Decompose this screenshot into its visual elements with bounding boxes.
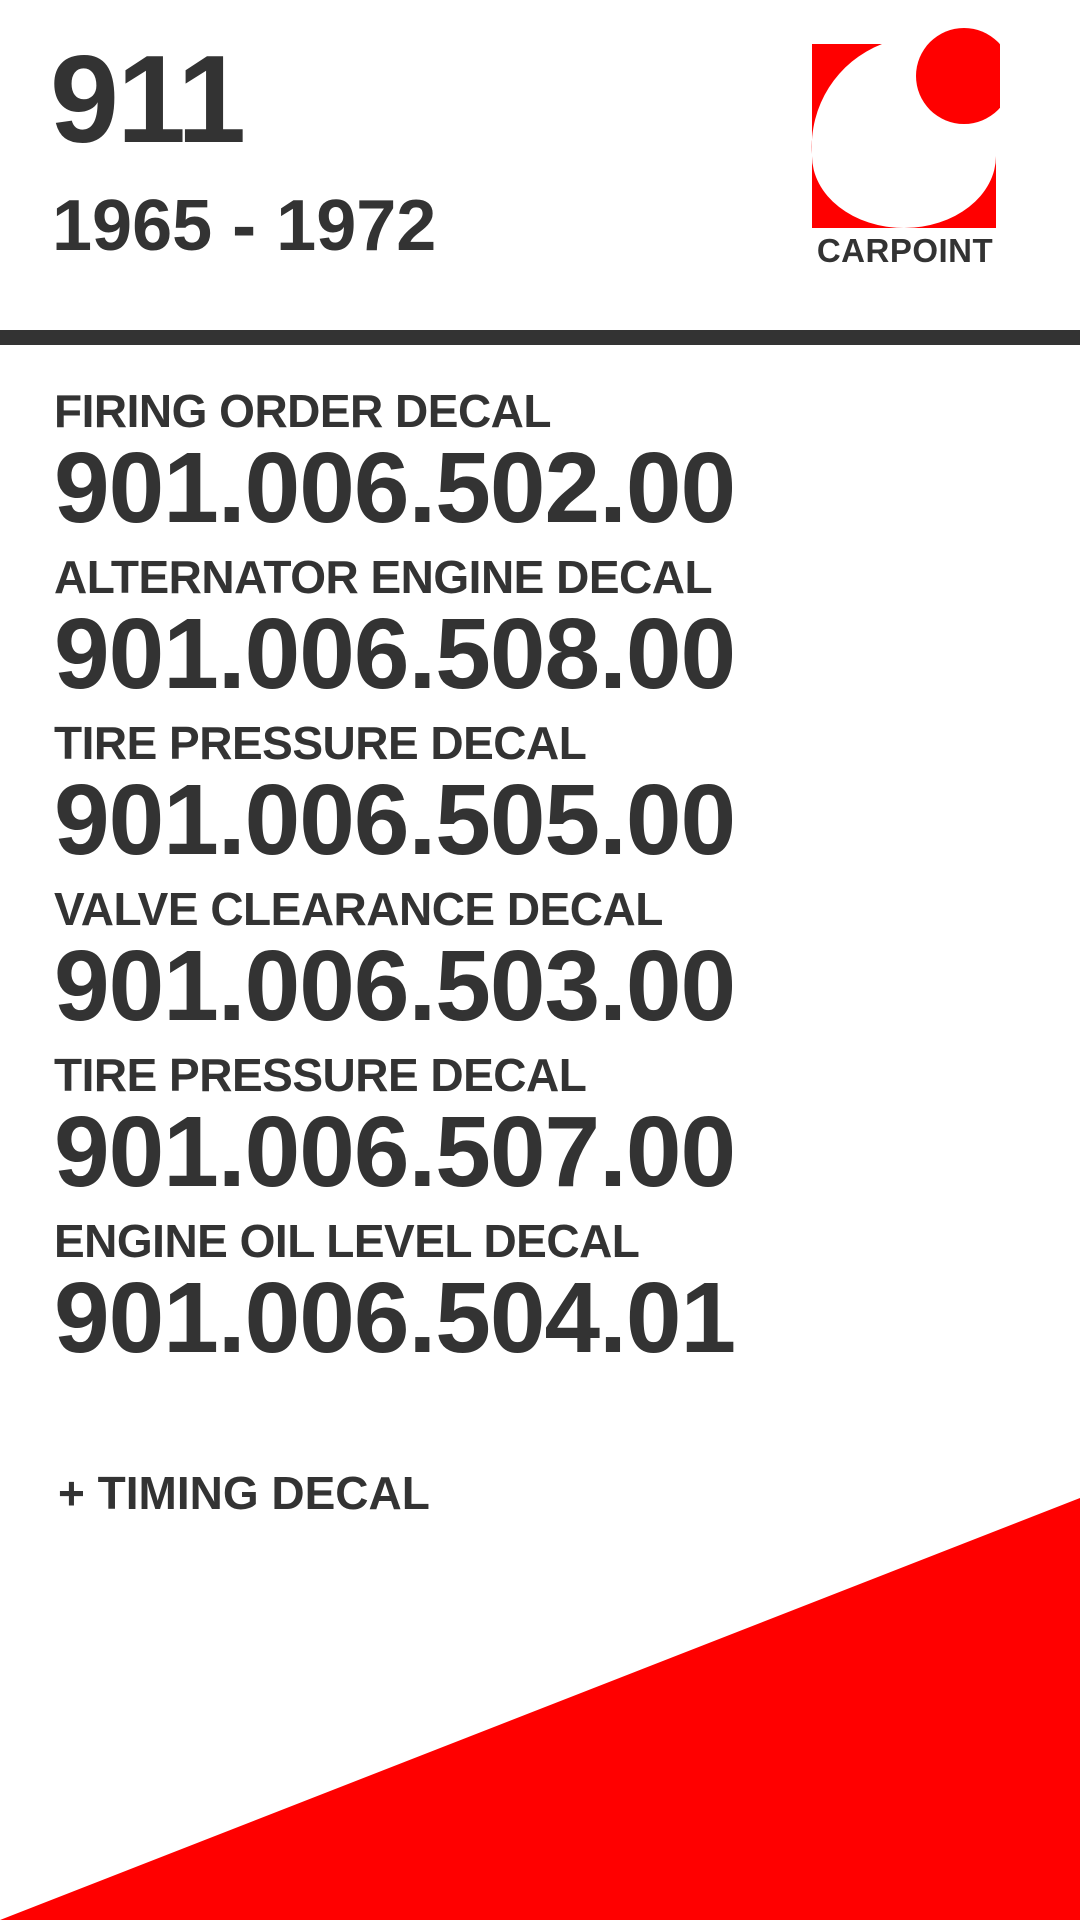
part-number: 901.006.504.01 — [54, 1262, 736, 1374]
carpoint-logo-text: CARPOINT — [816, 232, 994, 269]
model-title: 911 — [50, 31, 245, 169]
part-name: ALTERNATOR ENGINE DECAL — [54, 551, 713, 603]
part-name: VALVE CLEARANCE DECAL — [54, 883, 663, 935]
part-name: ENGINE OIL LEVEL DECAL — [54, 1215, 640, 1267]
part-number: 901.006.503.00 — [54, 930, 736, 1042]
part-number: 901.006.508.00 — [54, 598, 736, 710]
extra-note: + TIMING DECAL — [58, 1467, 430, 1519]
part-number: 901.006.505.00 — [54, 764, 736, 876]
model-years: 1965 - 1972 — [52, 186, 437, 266]
part-number: 901.006.502.00 — [54, 432, 736, 544]
part-name: FIRING ORDER DECAL — [54, 385, 551, 437]
part-number: 901.006.507.00 — [54, 1096, 736, 1208]
part-name: TIRE PRESSURE DECAL — [54, 717, 587, 769]
part-name: TIRE PRESSURE DECAL — [54, 1049, 587, 1101]
